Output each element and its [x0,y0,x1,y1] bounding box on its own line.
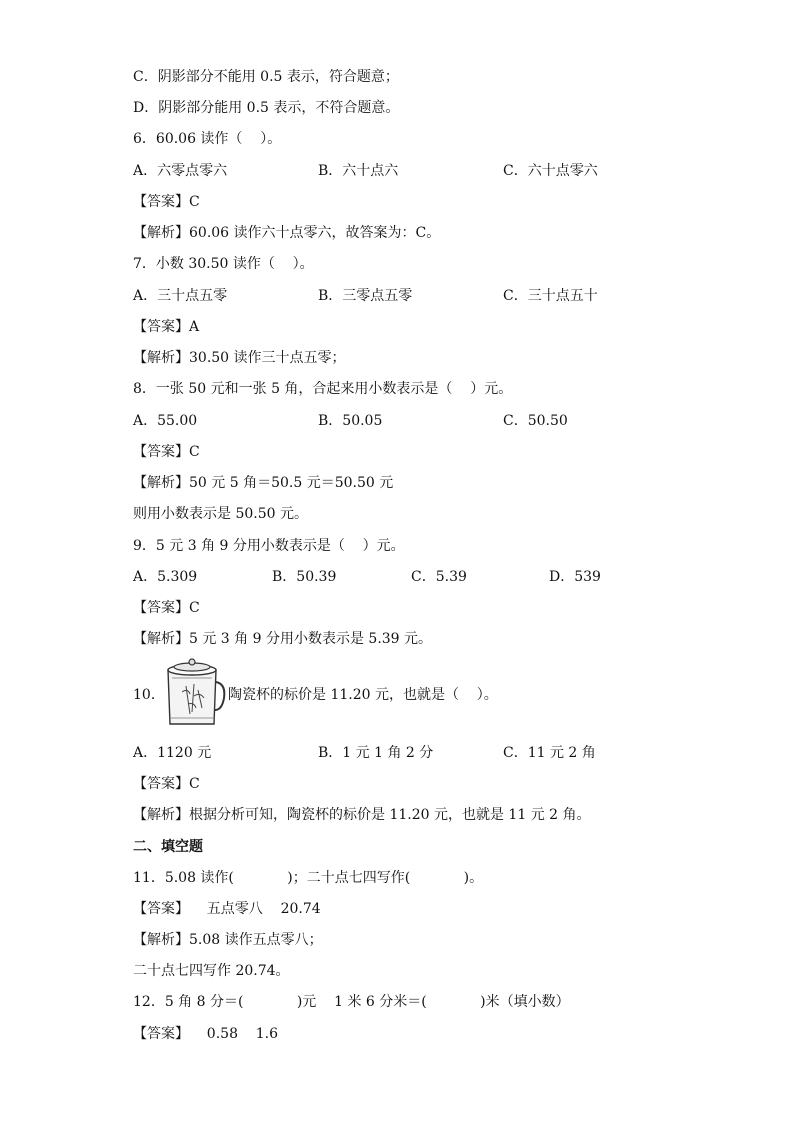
q9-option-a: A．5.309 [133,569,198,585]
q8-option-c: C．50.50 [503,413,568,429]
q11-explanation: 【解析】5.08 读作五点零八； [133,932,323,948]
q6-explanation: 【解析】60.06 读作六十点零六，故答案为：C。 [133,225,441,241]
q10-explanation: 【解析】根据分析可知，陶瓷杯的标价是 11.20 元，也就是 11 元 2 角。 [133,807,591,823]
section-2-heading: 二、填空题 [133,839,203,855]
q8-option-a: A．55.00 [133,413,198,429]
q8-explanation-2: 则用小数表示是 50.50 元。 [133,506,308,522]
ceramic-cup-icon [160,658,226,730]
question-12: 12．5 角 8 分＝( )元 1 米 6 分米＝( )米（填小数） [133,994,570,1010]
q9-option-c: C．5.39 [411,569,467,585]
q11-answer: 【答案】 五点零八 20.74 [133,901,321,917]
q7-option-b: B．三零点五零 [318,288,413,304]
q7-explanation: 【解析】30.50 读作三十点五零； [133,350,346,366]
question-10-number: 10． [133,687,165,703]
q9-option-d: D．539 [549,569,601,585]
q7-option-c: C．三十点五十 [503,288,598,304]
q6-option-a: A．六零点零六 [133,163,228,179]
q9-explanation: 【解析】5 元 3 角 9 分用小数表示是 5.39 元。 [133,631,433,647]
question-6: 6．60.06 读作（ ）。 [133,131,282,147]
q10-option-c: C．11 元 2 角 [503,745,596,761]
question-11: 11．5.08 读作( )；二十点七四写作( )。 [133,870,484,886]
question-7: 7．小数 30.50 读作（ ）。 [133,256,314,272]
q7-option-a: A．三十点五零 [133,288,228,304]
q10-answer: 【答案】C [133,776,200,792]
q8-answer: 【答案】C [133,444,200,460]
q6-option-c: C．六十点零六 [503,163,598,179]
q10-option-a: A．1120 元 [133,745,212,761]
line-d: D．阴影部分能用 0.5 表示，不符合题意。 [133,100,400,116]
q12-answer: 【答案】 0.58 1.6 [133,1026,279,1042]
line-c: C．阴影部分不能用 0.5 表示，符合题意； [133,69,399,85]
question-9: 9．5 元 3 角 9 分用小数表示是（ ）元。 [133,538,405,554]
q10-option-b: B．1 元 1 角 2 分 [318,745,434,761]
q9-option-b: B．50.39 [272,569,337,585]
question-8: 8．一张 50 元和一张 5 角，合起来用小数表示是（ ）元。 [133,381,513,397]
q6-answer: 【答案】C [133,194,200,210]
q8-explanation: 【解析】50 元 5 角＝50.5 元＝50.50 元 [133,475,394,491]
q8-option-b: B．50.05 [318,413,383,429]
q9-answer: 【答案】C [133,600,200,616]
q7-answer: 【答案】A [133,319,200,335]
q6-option-b: B．六十点六 [318,163,399,179]
q11-explanation-2: 二十点七四写作 20.74。 [133,963,290,979]
question-10-text: 陶瓷杯的标价是 11.20 元，也就是（ ）。 [228,687,498,703]
